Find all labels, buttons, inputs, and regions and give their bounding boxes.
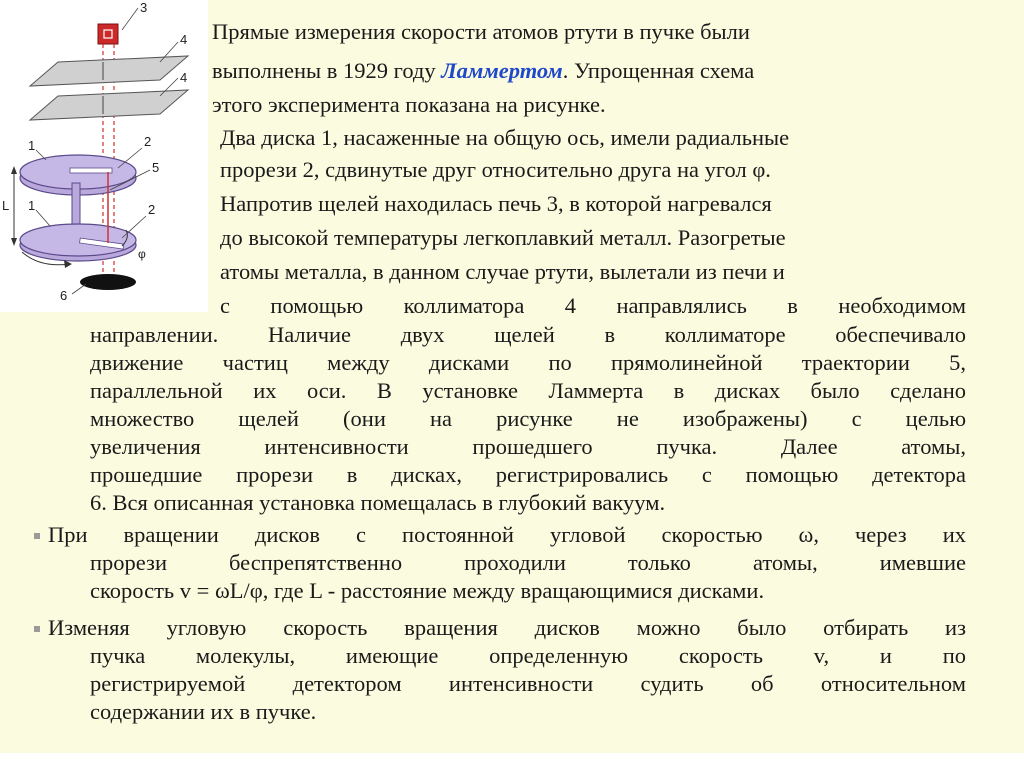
selection-line-2: пучка молекулы, имеющие определенную скорость v, и по: [90, 643, 966, 668]
label-disk-top: 1: [28, 138, 36, 153]
selection-line-4: содержании их в пучке.: [90, 699, 317, 724]
bottom-strip: [0, 753, 1024, 767]
body-line-12: прошедшие прорези в дисках, регистрировались с помощью детектора: [90, 462, 966, 487]
bullet-marker: [34, 533, 40, 539]
label-angle: φ: [138, 247, 146, 261]
selection-line-1: Изменяя угловую скорость вращения дисков можно было отбирать из: [48, 615, 966, 640]
lammert-setup-diagram: [0, 0, 208, 312]
slit-top: [70, 168, 112, 173]
label-collimator-top: 4: [180, 32, 188, 47]
label-collimator-bottom: 4: [180, 70, 188, 85]
label-detector: 6: [60, 288, 68, 303]
body-line-9: параллельной их оси. В установке Ламмерта в дисках было сделано: [90, 378, 966, 403]
collimator-plate-top: [30, 56, 188, 86]
body-line-3: Напротив щелей находилась печь 3, в которой нагревался: [220, 191, 772, 216]
body-line-10: множество щелей (они на рисунке не изображены) с целью: [90, 406, 966, 431]
label-slit-top: 2: [144, 134, 152, 149]
label-trajectory: 5: [152, 160, 160, 175]
body-line-8: движение частиц между дисками по прямолинейной траектории 5,: [90, 350, 966, 375]
body-line-2: прорези 2, сдвинутые друг относительно друга на угол φ.: [220, 157, 771, 182]
oven: [98, 24, 118, 44]
label-disk-bottom: 1: [28, 198, 36, 213]
intro-line-3: этого эксперимента показана на рисунке.: [212, 92, 606, 117]
body-line-5: атомы металла, в данном случае ртути, вылетали из печи и: [220, 259, 785, 284]
rotation-line-1: При вращении дисков с постоянной угловой скоростью ω, через их: [48, 522, 966, 547]
intro-line-2-start: выполнены в 1929 году: [212, 58, 442, 83]
bullet-marker: [34, 626, 40, 632]
disk-bottom-face: [20, 224, 136, 256]
rotation-line-2: прорези беспрепятственно проходили только атомы, имевшие: [90, 550, 966, 575]
body-line-7: направлении. Наличие двух щелей в коллиматоре обеспечивало: [90, 322, 966, 347]
detector: [80, 274, 136, 290]
body-line-1: Два диска 1, насаженные на общую ось, имели радиальные: [220, 125, 790, 150]
label-slit-bottom: 2: [148, 202, 156, 217]
collimator-plate-bottom: [30, 90, 188, 120]
intro-line-1: Прямые измерения скорости атомов ртути в пучке были: [212, 19, 750, 44]
body-line-11: увеличения интенсивности прошедшего пучка. Далее атомы,: [90, 434, 966, 459]
label-oven: 3: [140, 0, 148, 15]
body-line-6: с помощью коллиматора 4 направлялись в необходимом: [220, 293, 966, 318]
author-name: Ламмертом: [441, 58, 563, 83]
selection-line-3: регистрируемой детектором интенсивности судить об относительном: [90, 671, 966, 696]
label-distance: L: [2, 198, 10, 213]
body-line-4: до высокой температуры легкоплавкий металл. Разогретые: [220, 225, 786, 250]
intro-line-2: [212, 57, 754, 84]
rotation-line-3: скорость v = ωL/φ, где L - расстояние между вращающимися дисками.: [90, 578, 765, 603]
intro-line-2-end: . Упрощенная схема: [562, 58, 755, 83]
body-line-13: 6. Вся описанная установка помещалась в глубокий вакуум.: [90, 490, 666, 515]
